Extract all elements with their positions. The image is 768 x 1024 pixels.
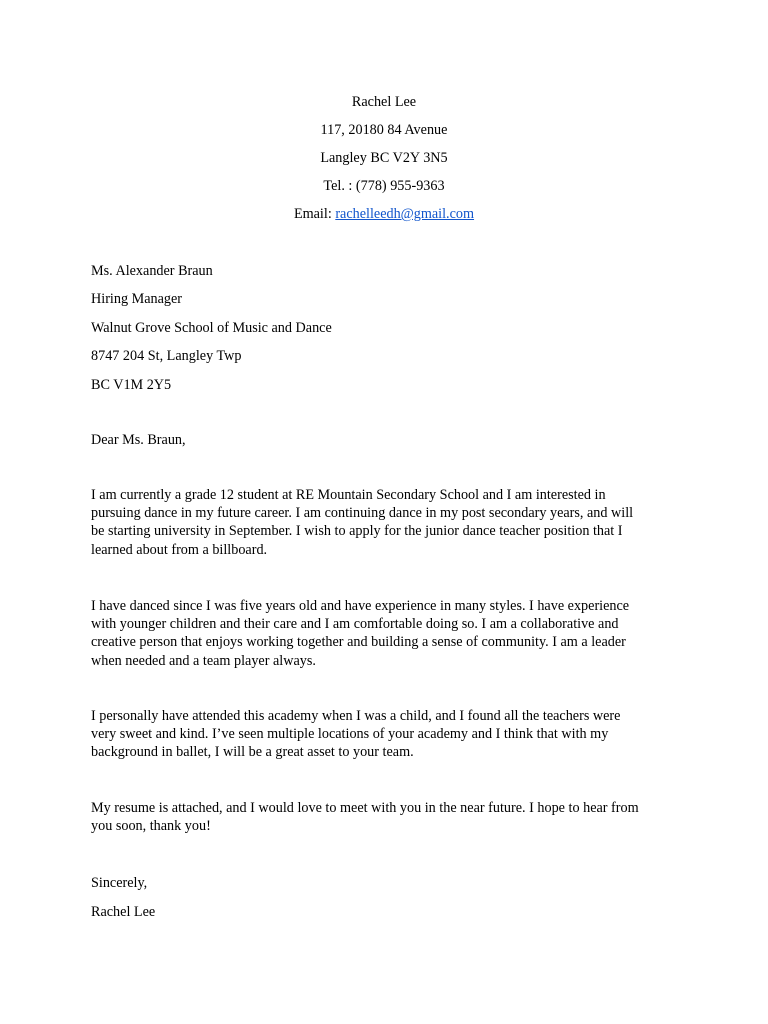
recipient-name: Ms. Alexander Braun (91, 263, 213, 279)
paragraph-line: you soon, thank you! (91, 818, 211, 835)
recipient-title: Hiring Manager (91, 291, 183, 308)
recipient-organization: Walnut Grove School of Music and Dance (91, 319, 332, 336)
signature-name: Rachel Lee (91, 904, 156, 920)
paragraph-line: pursuing dance in my future career. I am continuing dance in my post secondary years, and will (91, 505, 634, 522)
sender-phone: Tel. : (778) 955-9363 (323, 178, 445, 194)
paragraph-line: learned about from a billboard. (91, 541, 268, 558)
recipient-address-line-2: BC V1M 2Y5 (91, 376, 172, 393)
paragraph-line: when needed and a team player always. (91, 652, 316, 669)
paragraph-line: creative person that enjoys working together and building a sense of community. I am a leader (91, 634, 626, 651)
body-paragraph-1 (91, 486, 681, 559)
paragraph-line: with younger children and their care and I am comfortable doing so. I am a collaborative and (91, 616, 619, 633)
body-paragraph-4 (91, 799, 681, 835)
sender-block (0, 92, 768, 232)
paragraph-line: be starting university in September. I wish to apply for the junior dance teacher position that I (91, 523, 623, 540)
sender-email-line (0, 204, 768, 232)
recipient-block (91, 261, 332, 403)
sender-email-link[interactable]: rachelleedh@gmail.com (335, 206, 475, 222)
paragraph-line: I personally have attended this academy when I was a child, and I found all the teachers were (91, 708, 621, 724)
paragraph-line: I am currently a grade 12 student at RE Mountain Secondary School and I am interested in (91, 487, 606, 503)
salutation: Dear Ms. Braun, (91, 432, 186, 448)
closing: Sincerely, (91, 875, 148, 891)
recipient-address-line-1: 8747 204 St, Langley Twp (91, 348, 242, 365)
sender-address-line-1: 117, 20180 84 Avenue (320, 122, 448, 138)
body-paragraph-2 (91, 597, 681, 670)
paragraph-line: My resume is attached, and I would love to meet with you in the near future. I hope to hear from (91, 800, 639, 816)
sender-email-label: Email: (293, 206, 336, 222)
paragraph-line: very sweet and kind. I’ve seen multiple locations of your academy and I think that with my (91, 726, 609, 743)
sender-address-line-2: Langley BC V2Y 3N5 (320, 150, 448, 166)
paragraph-line: I have danced since I was five years old and have experience in many styles. I have experience (91, 598, 630, 614)
paragraph-line: background in ballet, I will be a great asset to your team. (91, 744, 414, 761)
body-paragraph-3 (91, 707, 681, 762)
sender-name: Rachel Lee (351, 94, 417, 110)
